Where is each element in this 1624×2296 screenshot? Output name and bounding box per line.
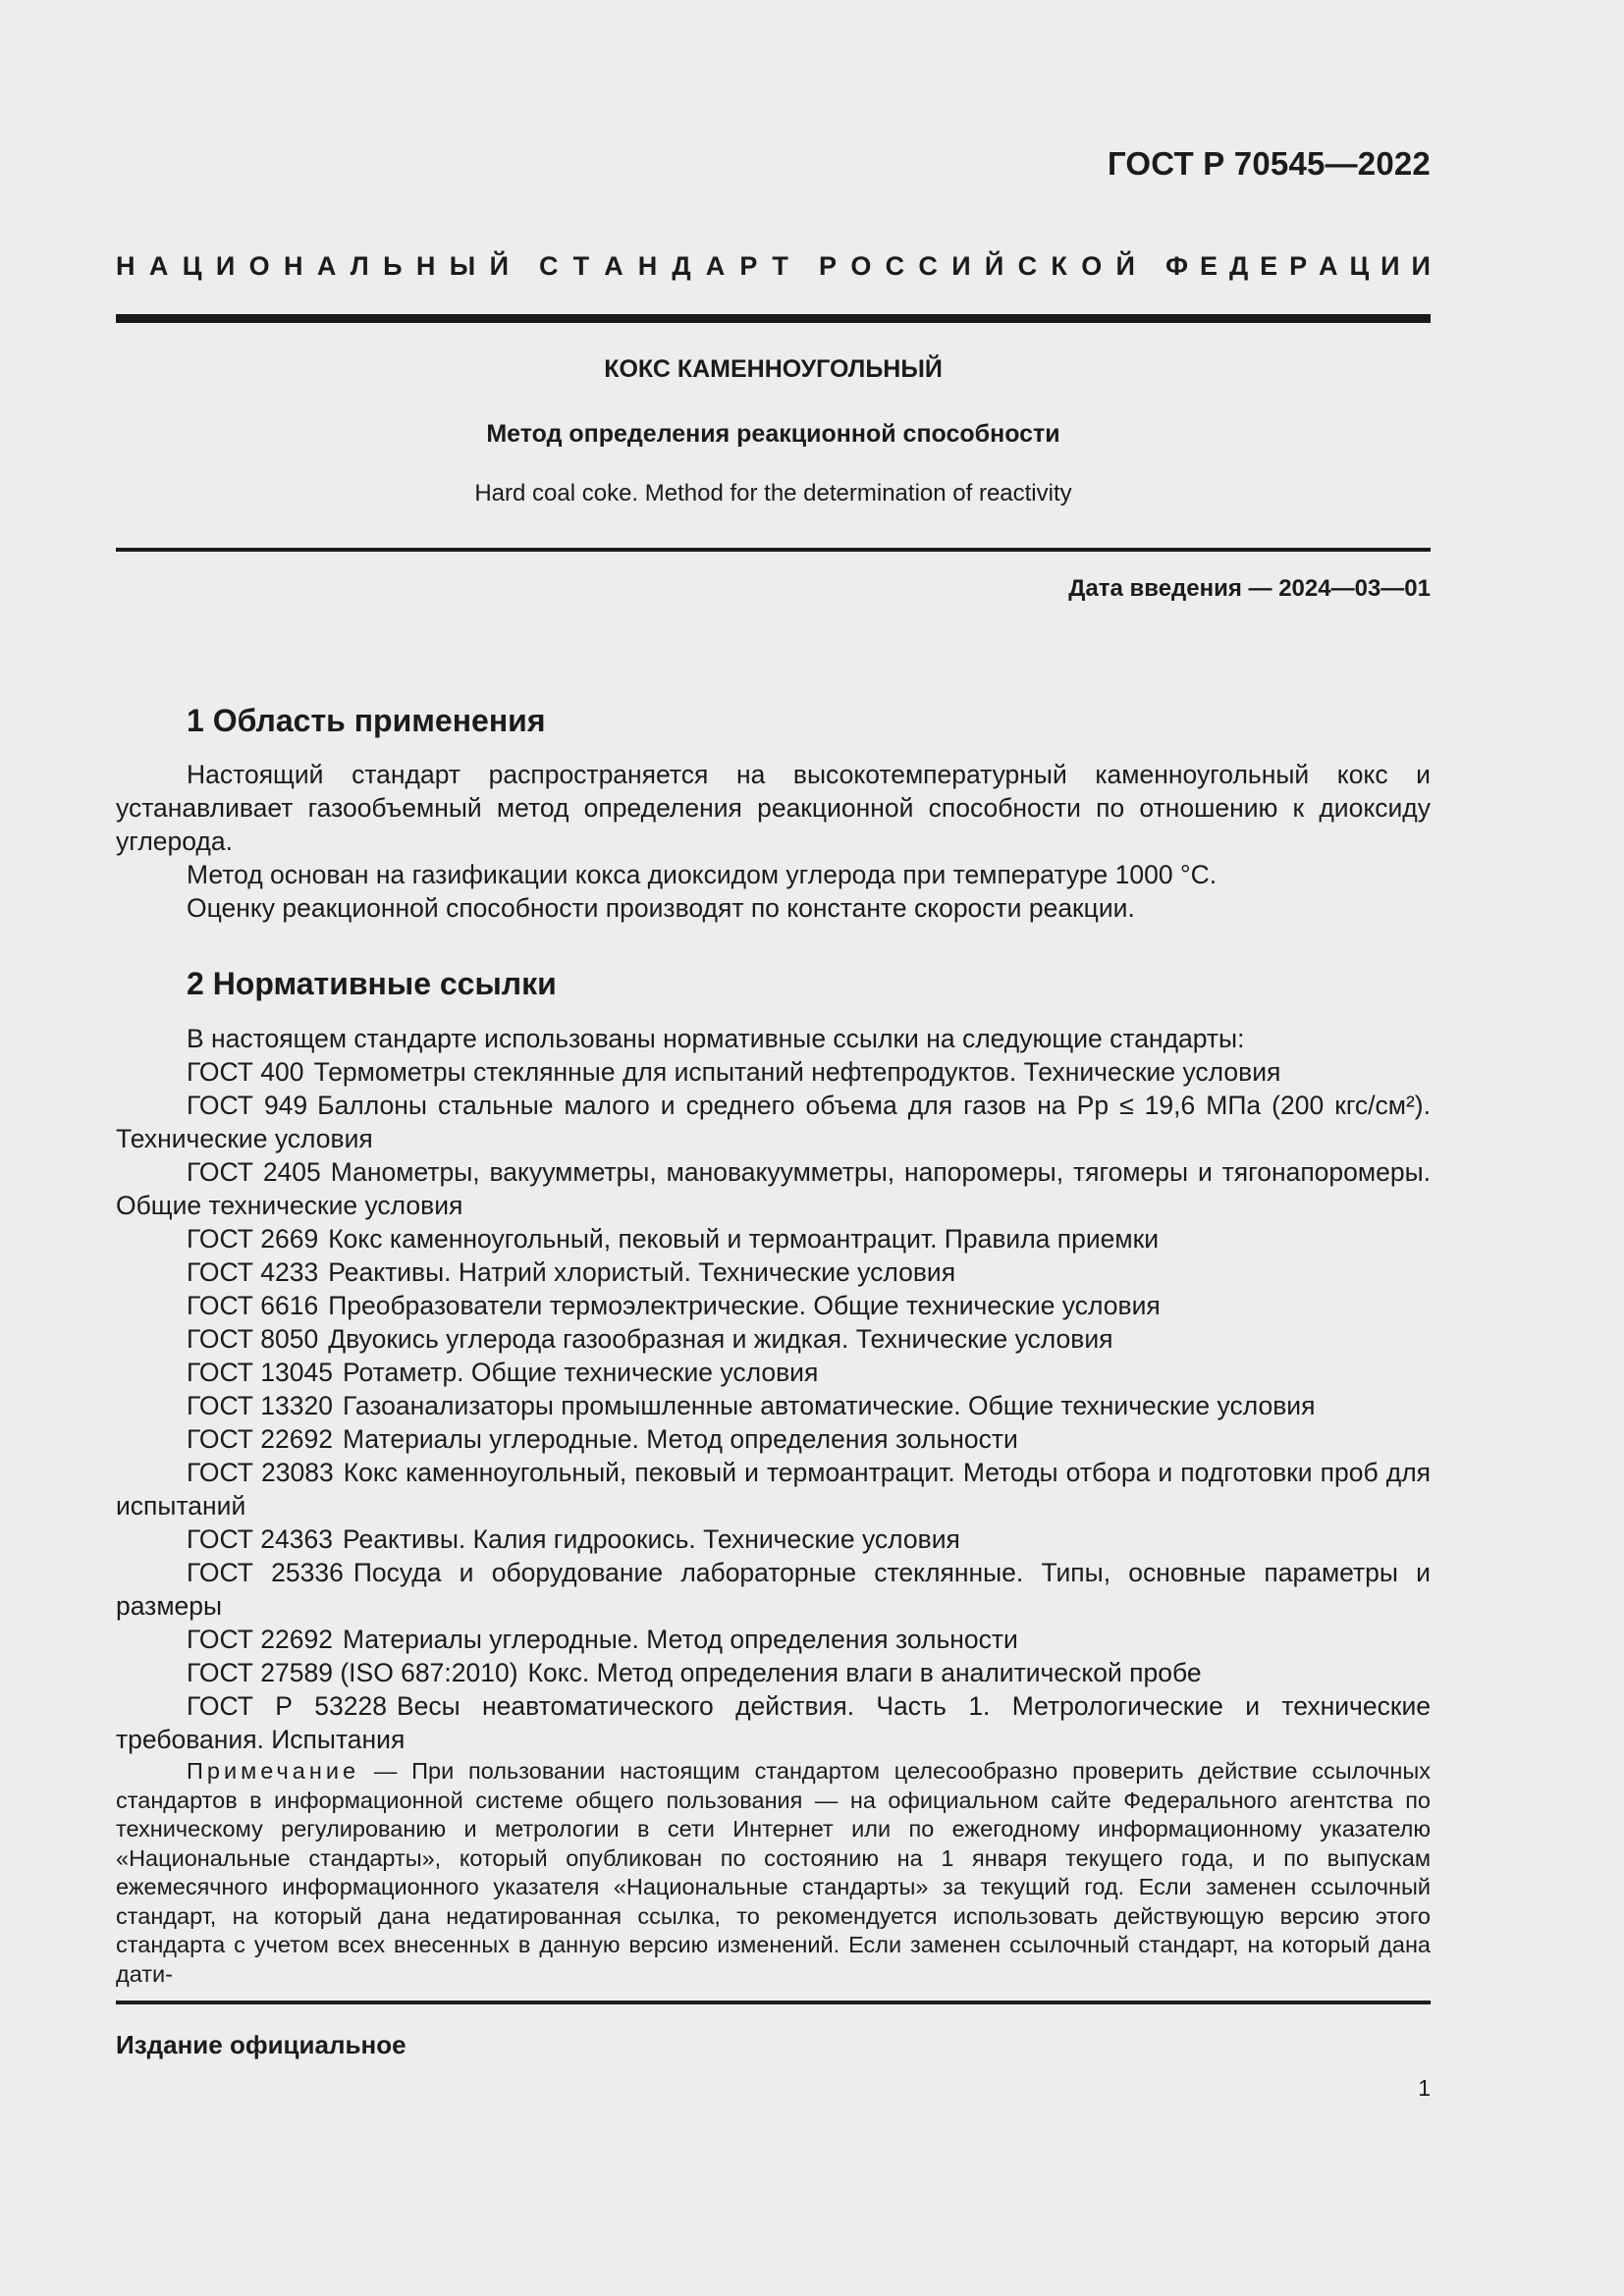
banner-letter: Р bbox=[1289, 251, 1308, 281]
section-2-body bbox=[116, 1022, 1431, 1756]
banner-letter: И bbox=[215, 251, 236, 281]
note-block bbox=[116, 1757, 1431, 1989]
title-divider bbox=[116, 548, 1431, 552]
banner-letter: А bbox=[148, 251, 169, 281]
note-text: — При пользовании настоящим стандартом целесообразно проверить действие ссылочных стандартов в информационной системе общего пользования — на официальном сайте Федерального агентства по техническому регулированию и метрологии в сети Интернет или по ежегодному информационному указателю «Национальные стандарты», который опубликован по состоянию на 1 января текущего года, и по выпускам ежемесячного информационного указателя «Национальные стандарты» за текущий год. Если заменен ссылочный стандарт, на который дана недатированная ссылка, то рекомендуется использовать действующую версию этого стандарта с учетом всех внесенных в данную версию изменений. Если заменен ссылочный стандарт, на который дана дати- bbox=[116, 1758, 1431, 1987]
header-divider-thick bbox=[116, 314, 1431, 323]
reference-item bbox=[116, 1522, 1431, 1556]
document-number: ГОСТ Р 70545—2022 bbox=[1107, 145, 1431, 182]
banner-letter: Д bbox=[672, 251, 691, 281]
banner-letter: О bbox=[248, 251, 270, 281]
banner-letter: Ф bbox=[1165, 251, 1189, 281]
document-title: КОКС КАМЕННОУГОЛЬНЫЙ bbox=[604, 355, 943, 383]
references-intro: В настоящем стандарте использованы нормативные ссылки на следующие стандарты: bbox=[187, 1024, 1245, 1053]
reference-item bbox=[116, 1055, 1431, 1089]
banner-letter: Ц bbox=[1349, 251, 1370, 281]
reference-code: ГОСТ 2669 bbox=[187, 1224, 319, 1254]
reference-code: ГОСТ 22692 bbox=[187, 1424, 333, 1454]
reference-title: Материалы углеродные. Метод определения зольности bbox=[342, 1424, 1018, 1454]
reference-code: ГОСТ 8050 bbox=[187, 1324, 319, 1354]
reference-title: Кокс каменноугольный, пековый и термоантрацит. Методы отбора и подготовки проб для испытаний bbox=[116, 1458, 1432, 1521]
reference-item bbox=[116, 1689, 1431, 1756]
reference-title: Баллоны стальные малого и среднего объема для газов на Рр ≤ 19,6 МПа (200 кгс/см²). Технические условия bbox=[116, 1091, 1431, 1153]
banner-letter: С bbox=[885, 251, 905, 281]
reference-title: Кокс. Метод определения влаги в аналитической пробе bbox=[527, 1658, 1202, 1687]
reference-code: ГОСТ 13320 bbox=[187, 1391, 333, 1420]
banner-letter: Н bbox=[116, 251, 135, 281]
banner-letter: А bbox=[705, 251, 726, 281]
reference-title: Реактивы. Натрий хлористый. Технические условия bbox=[328, 1257, 956, 1287]
reference-code: ГОСТ 24363 bbox=[187, 1524, 333, 1554]
reference-code: ГОСТ 949 bbox=[187, 1091, 308, 1120]
reference-title: Кокс каменноугольный, пековый и термоантрацит. Правила приемки bbox=[328, 1224, 1160, 1254]
section-1-paragraph: Оценку реакционной способности производят по константе скорости реакции. bbox=[187, 893, 1135, 923]
reference-title: Двуокись углерода газообразная и жидкая. Технические условия bbox=[328, 1324, 1113, 1354]
reference-code: ГОСТ 6616 bbox=[187, 1291, 319, 1320]
banner-letter: Н bbox=[284, 251, 303, 281]
reference-code: ГОСТ 27589 (ISO 687:2010) bbox=[187, 1658, 518, 1687]
banner-letter: Ь bbox=[383, 251, 403, 281]
banner-word-4 bbox=[1165, 251, 1431, 282]
reference-code: ГОСТ 13045 bbox=[187, 1358, 333, 1387]
document-page bbox=[116, 0, 1431, 2296]
reference-item bbox=[116, 1422, 1431, 1456]
reference-list bbox=[116, 1055, 1431, 1756]
reference-item bbox=[116, 1289, 1431, 1322]
reference-title: Манометры, вакуумметры, мановакуумметры, напоромеры, тягомеры и тягонапоромеры. Общие технические условия bbox=[116, 1157, 1431, 1220]
note-label: Примечание bbox=[187, 1758, 360, 1784]
reference-item bbox=[116, 1322, 1431, 1356]
section-1-paragraph: Метод основан на газификации кокса диоксидом углерода при температуре 1000 °С. bbox=[187, 860, 1218, 889]
reference-title: Весы неавтоматического действия. Часть 1. Метрологические и технические требования. Испытания bbox=[116, 1691, 1431, 1754]
banner-letter: Й bbox=[489, 251, 509, 281]
reference-code: ГОСТ 4233 bbox=[187, 1257, 319, 1287]
banner-letter: О bbox=[1081, 251, 1103, 281]
page-number: 1 bbox=[1418, 2075, 1431, 2101]
reference-code: ГОСТ 23083 bbox=[187, 1458, 334, 1487]
banner-letter: Д bbox=[1228, 251, 1249, 281]
banner-letter: А bbox=[604, 251, 623, 281]
reference-code: ГОСТ 22692 bbox=[187, 1625, 333, 1654]
banner-letter: К bbox=[1051, 251, 1067, 281]
national-standard-banner bbox=[116, 251, 1431, 282]
reference-code: ГОСТ Р 53228 bbox=[187, 1691, 387, 1721]
banner-word-2 bbox=[539, 251, 788, 282]
banner-letter: Е bbox=[1260, 251, 1278, 281]
reference-item bbox=[116, 1389, 1431, 1422]
english-title: Hard coal coke. Method for the determination of reactivity bbox=[474, 480, 1072, 507]
banner-letter: Н bbox=[415, 251, 436, 281]
banner-letter: Й bbox=[984, 251, 1004, 281]
banner-letter: Ц bbox=[182, 251, 202, 281]
reference-title: Преобразователи термоэлектрические. Общие технические условия bbox=[328, 1291, 1161, 1320]
banner-letter: С bbox=[918, 251, 938, 281]
document-subtitle: Метод определения реакционной способности bbox=[486, 420, 1060, 448]
banner-letter: Р bbox=[819, 251, 838, 281]
banner-letter: С bbox=[539, 251, 559, 281]
reference-title: Реактивы. Калия гидроокись. Технические условия bbox=[342, 1524, 960, 1554]
banner-letter: С bbox=[1017, 251, 1038, 281]
reference-title: Газоанализаторы промышленные автоматические. Общие технические условия bbox=[342, 1391, 1316, 1420]
banner-letter: И bbox=[1411, 251, 1431, 281]
reference-title: Термометры стеклянные для испытаний нефтепродуктов. Технические условия bbox=[313, 1057, 1281, 1087]
reference-title: Материалы углеродные. Метод определения зольности bbox=[342, 1625, 1018, 1654]
banner-letter: А bbox=[1319, 251, 1338, 281]
official-edition-label: Издание официальное bbox=[116, 2030, 406, 2059]
banner-letter: Е bbox=[1199, 251, 1218, 281]
banner-letter: Т bbox=[772, 251, 788, 281]
banner-word-1 bbox=[116, 251, 509, 282]
banner-letter: Й bbox=[1115, 251, 1135, 281]
reference-code: ГОСТ 400 bbox=[187, 1057, 304, 1087]
reference-item bbox=[116, 1556, 1431, 1623]
reference-item bbox=[116, 1356, 1431, 1389]
reference-title: Ротаметр. Общие технические условия bbox=[342, 1358, 819, 1387]
reference-item bbox=[116, 1255, 1431, 1289]
reference-item bbox=[116, 1222, 1431, 1255]
reference-item bbox=[116, 1456, 1431, 1522]
section-1-body bbox=[116, 758, 1431, 925]
reference-item bbox=[116, 1089, 1431, 1155]
reference-item bbox=[116, 1155, 1431, 1222]
banner-letter: Н bbox=[637, 251, 658, 281]
reference-item bbox=[116, 1623, 1431, 1656]
banner-word-3 bbox=[819, 251, 1135, 282]
reference-item bbox=[116, 1656, 1431, 1689]
footer-divider bbox=[116, 2001, 1431, 2004]
section-2-heading: 2 Нормативные ссылки bbox=[187, 966, 557, 1001]
banner-letter: И bbox=[1380, 251, 1400, 281]
reference-title: Посуда и оборудование лабораторные стеклянные. Типы, основные параметры и размеры bbox=[116, 1558, 1431, 1621]
reference-code: ГОСТ 25336 bbox=[187, 1558, 344, 1587]
section-1-heading: 1 Область применения bbox=[187, 703, 546, 738]
section-1-paragraph: Настоящий стандарт распространяется на высокотемпературный каменноугольный кокс и устанавливает газообъемный метод определения реакционной способности по отношению к диоксиду углерода. bbox=[116, 760, 1431, 856]
banner-letter: Р bbox=[739, 251, 758, 281]
banner-letter: Ы bbox=[449, 251, 476, 281]
banner-letter: И bbox=[951, 251, 971, 281]
banner-letter: Л bbox=[350, 251, 369, 281]
reference-code: ГОСТ 2405 bbox=[187, 1157, 321, 1187]
banner-letter: О bbox=[850, 251, 872, 281]
introduction-date: Дата введения — 2024—03—01 bbox=[1068, 575, 1431, 602]
banner-letter: Т bbox=[572, 251, 590, 281]
banner-letter: А bbox=[316, 251, 337, 281]
